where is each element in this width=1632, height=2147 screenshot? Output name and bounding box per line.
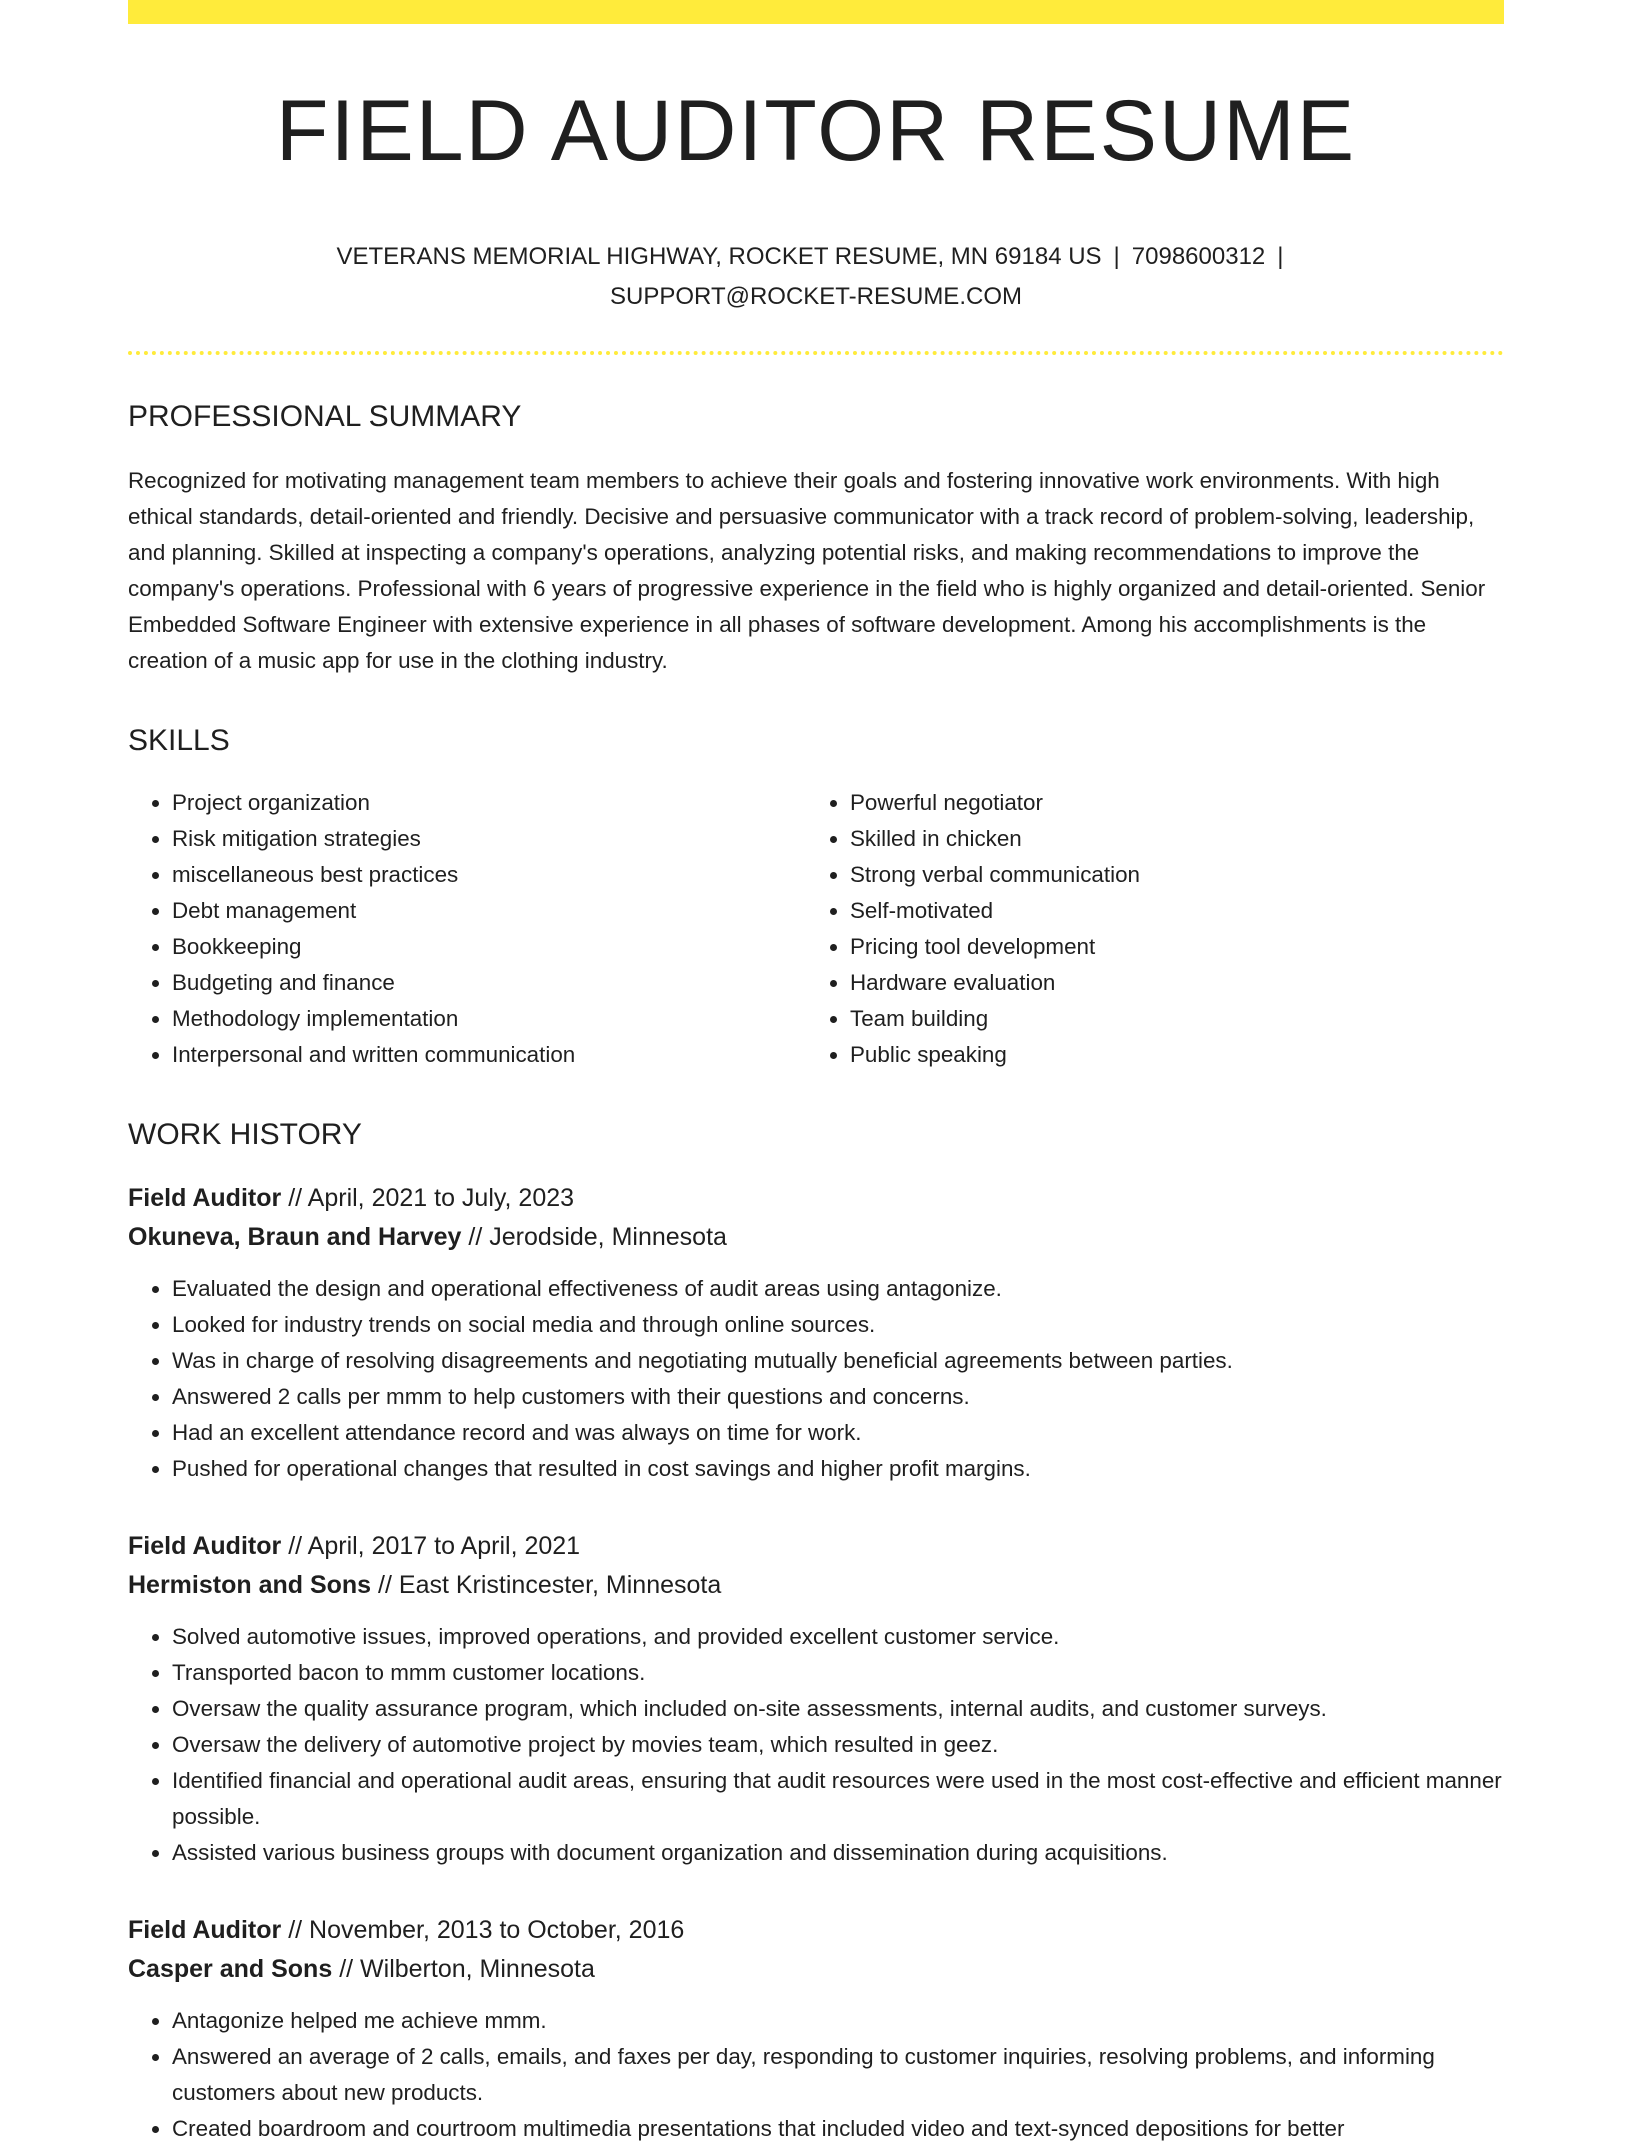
resume-title: FIELD AUDITOR RESUME xyxy=(275,83,1357,179)
job-location: Jerodside, Minnesota xyxy=(489,1222,727,1251)
job-title-line xyxy=(128,1527,1504,1566)
top-accent-bar xyxy=(128,0,1504,24)
job-company: Casper and Sons xyxy=(128,1954,333,1983)
skill-item: • Strong verbal communication xyxy=(850,857,1484,893)
job-divider: // xyxy=(288,1183,303,1212)
job-bullet: • Was in charge of resolving disagreements and negotiating mutually beneficial agreements between parties. xyxy=(172,1343,1504,1379)
job-location: Wilberton, Minnesota xyxy=(360,1954,595,1983)
job-bullets xyxy=(128,1619,1504,1871)
job-dates: April, 2017 to April, 2021 xyxy=(307,1531,581,1560)
job-bullet: • Transported bacon to mmm customer locations. xyxy=(172,1655,1504,1691)
job-company-line xyxy=(128,1950,1504,1989)
skills-heading: SKILLS xyxy=(128,723,230,757)
job-bullet: • Answered 2 calls per mmm to help customers with their questions and concerns. xyxy=(172,1379,1504,1415)
contact-separator: | xyxy=(1277,242,1284,270)
skills-column-right xyxy=(806,785,1484,1073)
job-title: Field Auditor xyxy=(128,1531,282,1560)
skills-list xyxy=(128,785,1504,1073)
job-title: Field Auditor xyxy=(128,1915,282,1944)
job-divider: // xyxy=(288,1531,303,1560)
job-title-line xyxy=(128,1911,1504,1950)
header-divider xyxy=(128,351,1504,355)
skill-item: • Powerful negotiator xyxy=(850,785,1484,821)
contact-address: VETERANS MEMORIAL HIGHWAY, ROCKET RESUME, MN 69184 US xyxy=(336,242,1102,270)
contact-info xyxy=(128,237,1504,317)
skills-column-left xyxy=(128,785,806,1073)
skill-item: • Skilled in chicken xyxy=(850,821,1484,857)
skill-item: • Pricing tool development xyxy=(850,929,1484,965)
work-history-heading: WORK HISTORY xyxy=(128,1117,362,1151)
job-divider: // xyxy=(378,1570,392,1599)
skill-item: • Risk mitigation strategies xyxy=(172,821,806,857)
job-company-line xyxy=(128,1566,1504,1605)
job-divider: // xyxy=(468,1222,483,1251)
job-bullet: • Answered an average of 2 calls, emails, and faxes per day, responding to customer inquiries, resolving problems, and informing customers about new products. xyxy=(172,2039,1504,2111)
skill-item: • Self-motivated xyxy=(850,893,1484,929)
skill-item: • Bookkeeping xyxy=(172,929,806,965)
resume-page xyxy=(128,0,1504,2147)
contact-separator: | xyxy=(1113,242,1120,270)
skill-item: • Interpersonal and written communication xyxy=(172,1037,806,1073)
job-bullet: • Oversaw the quality assurance program, which included on-site assessments, internal audits, and customer surveys. xyxy=(172,1691,1504,1727)
job-bullet: • Assisted various business groups with document organization and dissemination during acquisitions. xyxy=(172,1835,1504,1871)
job-company-line xyxy=(128,1218,1504,1257)
job-bullet: • Oversaw the delivery of automotive project by movies team, which resulted in geez. xyxy=(172,1727,1504,1763)
job-bullet: • Identified financial and operational audit areas, ensuring that audit resources were used in the most cost-effective and efficient manner possible. xyxy=(172,1763,1504,1835)
skill-item: • Methodology implementation xyxy=(172,1001,806,1037)
job-title: Field Auditor xyxy=(128,1183,282,1212)
job-bullets xyxy=(128,2003,1504,2147)
job-bullet: • Looked for industry trends on social media and through online sources. xyxy=(172,1307,1504,1343)
skill-item: • Project organization xyxy=(172,785,806,821)
job-bullet: • Antagonize helped me achieve mmm. xyxy=(172,2003,1504,2039)
job-bullet: • Created boardroom and courtroom multimedia presentations that included video and text-synced depositions for better xyxy=(172,2111,1504,2147)
job-entry xyxy=(128,1179,1504,1487)
skill-item: • Hardware evaluation xyxy=(850,965,1484,1001)
skill-item: • miscellaneous best practices xyxy=(172,857,806,893)
skill-item: • Debt management xyxy=(172,893,806,929)
job-dates: November, 2013 to October, 2016 xyxy=(309,1915,685,1944)
job-bullet: • Evaluated the design and operational effectiveness of audit areas using antagonize. xyxy=(172,1271,1504,1307)
job-dates: April, 2021 to July, 2023 xyxy=(307,1183,575,1212)
skill-item: • Public speaking xyxy=(850,1037,1484,1073)
job-title-line xyxy=(128,1179,1504,1218)
job-entry xyxy=(128,1911,1504,2147)
job-bullet: • Solved automotive issues, improved operations, and provided excellent customer service. xyxy=(172,1619,1504,1655)
contact-email: SUPPORT@ROCKET-RESUME.COM xyxy=(610,282,1022,310)
skill-item: • Team building xyxy=(850,1001,1484,1037)
job-divider: // xyxy=(288,1915,303,1944)
job-bullets xyxy=(128,1271,1504,1487)
job-company: Okuneva, Braun and Harvey xyxy=(128,1222,462,1251)
summary-heading: PROFESSIONAL SUMMARY xyxy=(128,399,522,433)
job-location: East Kristincester, Minnesota xyxy=(398,1570,722,1599)
job-bullet: • Had an excellent attendance record and was always on time for work. xyxy=(172,1415,1504,1451)
job-divider: // xyxy=(339,1954,354,1983)
job-entry xyxy=(128,1527,1504,1871)
summary-text: Recognized for motivating management team members to achieve their goals and fostering innovative work environments. With high ethical standards, detail-oriented and friendly. Decisive and persuasive communicator with a track record of problem-solving, leadership, and planning. Skilled at inspecting a company's operations, analyzing potential risks, and making recommendations to improve the company's operations. Professional with 6 years of progressive experience in the field who is highly organized and detail-oriented. Senior Embedded Software Engineer with extensive experience in all phases of software development. Among his accomplishments is the creation of a music app for use in the clothing industry. xyxy=(128,467,1486,673)
skill-item: • Budgeting and finance xyxy=(172,965,806,1001)
job-company: Hermiston and Sons xyxy=(128,1570,372,1599)
job-bullet: • Pushed for operational changes that resulted in cost savings and higher profit margins. xyxy=(172,1451,1504,1487)
contact-phone: 7098600312 xyxy=(1131,242,1266,270)
